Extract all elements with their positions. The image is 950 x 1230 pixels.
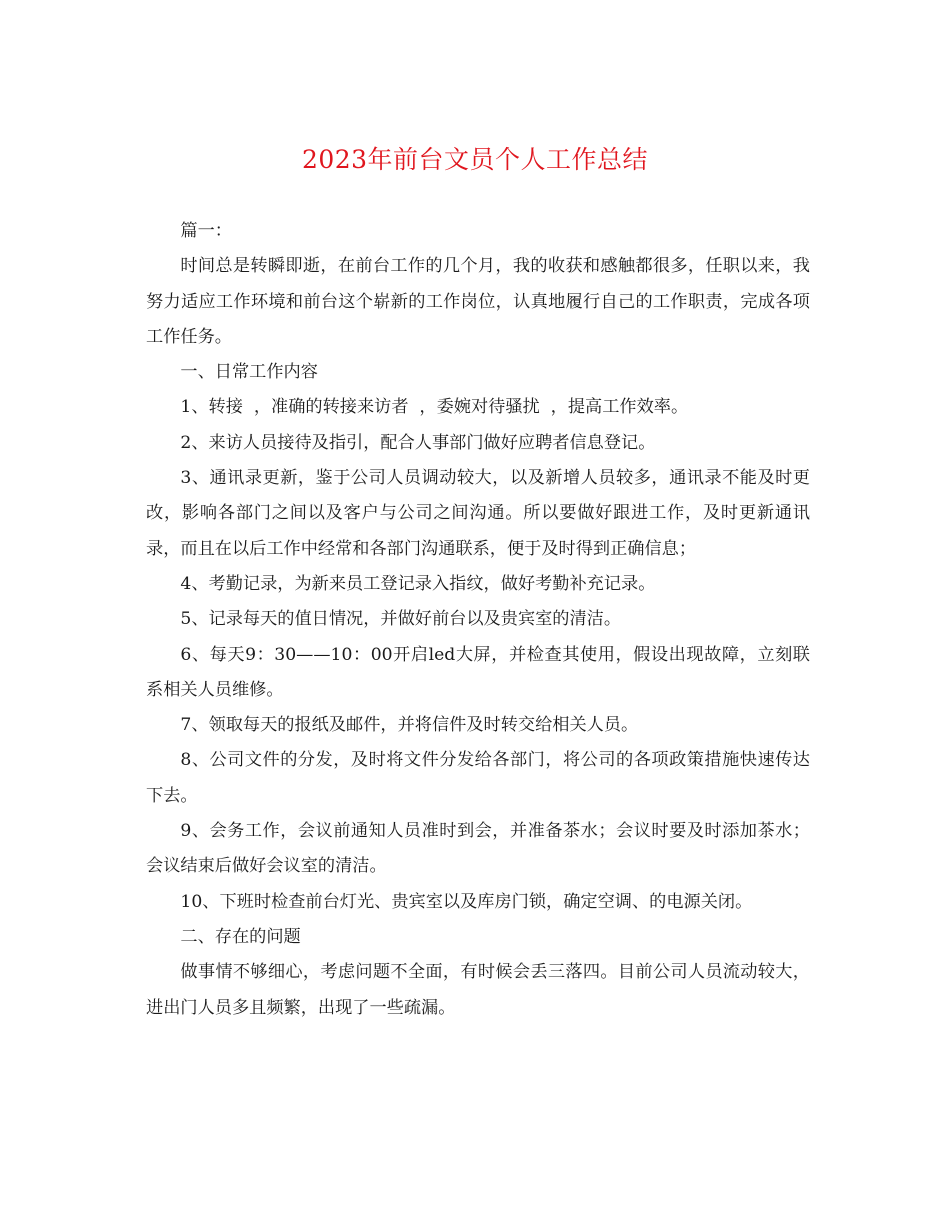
- list-item-4: 4、考勤记录，为新来员工登记录入指纹，做好考勤补充记录。: [180, 573, 656, 594]
- list-item-7: 7、领取每天的报纸及邮件，并将信件及时转交给相关人员。: [180, 715, 639, 736]
- document-body: [146, 214, 810, 1026]
- list-item-2: 2、来访人员接待及指引，配合人事部门做好应聘者信息登记。: [180, 432, 656, 453]
- list-item-10: 10、下班时检查前台灯光、贵宾室以及库房门锁，确定空调、的电源关闭。: [180, 891, 753, 912]
- paragraph-section-label: 篇一：: [180, 221, 232, 241]
- list-item-9: 9、会务工作，会议前通知人员准时到会，并准备茶水；会议时要及时添加茶水；会议结束后做好会议室的清洁。: [146, 821, 810, 877]
- list-item-3: 3、通讯录更新，鉴于公司人员调动较大，以及新增人员较多，通讯录不能及时更改，影响各部门之间以及客户与公司之间沟通。所以要做好跟进工作，及时更新通讯录，而且在以后工作中经常和各部门沟通联系，便于及时得到正确信息；: [146, 468, 810, 559]
- paragraph-problems: 做事情不够细心，考虑问题不全面，有时候会丢三落四。目前公司人员流动较大，进出门人员多且频繁，出现了一些疏漏。: [146, 962, 810, 1018]
- heading-problems: 二、存在的问题: [180, 926, 301, 947]
- heading-daily-work: 一、日常工作内容: [180, 362, 318, 383]
- paragraph-intro: 时间总是转瞬即逝，在前台工作的几个月，我的收获和感触都很多，任职以来，我努力适应工作环境和前台这个崭新的工作岗位，认真地履行自己的工作职责，完成各项工作任务。: [146, 256, 810, 347]
- list-item-6: 6、每天9：30——10：00开启led大屏，并检查其使用，假设出现故障，立刻联系相关人员维修。: [146, 644, 810, 700]
- list-item-5: 5、记录每天的值日情况，并做好前台以及贵宾室的清洁。: [180, 609, 622, 630]
- list-item-8: 8、公司文件的分发，及时将文件分发给各部门，将公司的各项政策措施快速传达下去。: [146, 750, 810, 806]
- document-title: 2023年前台文员个人工作总结: [301, 145, 649, 174]
- list-item-1: 1、转接 ，准确的转接来访者 ，委婉对待骚扰 ，提高工作效率。: [180, 397, 689, 418]
